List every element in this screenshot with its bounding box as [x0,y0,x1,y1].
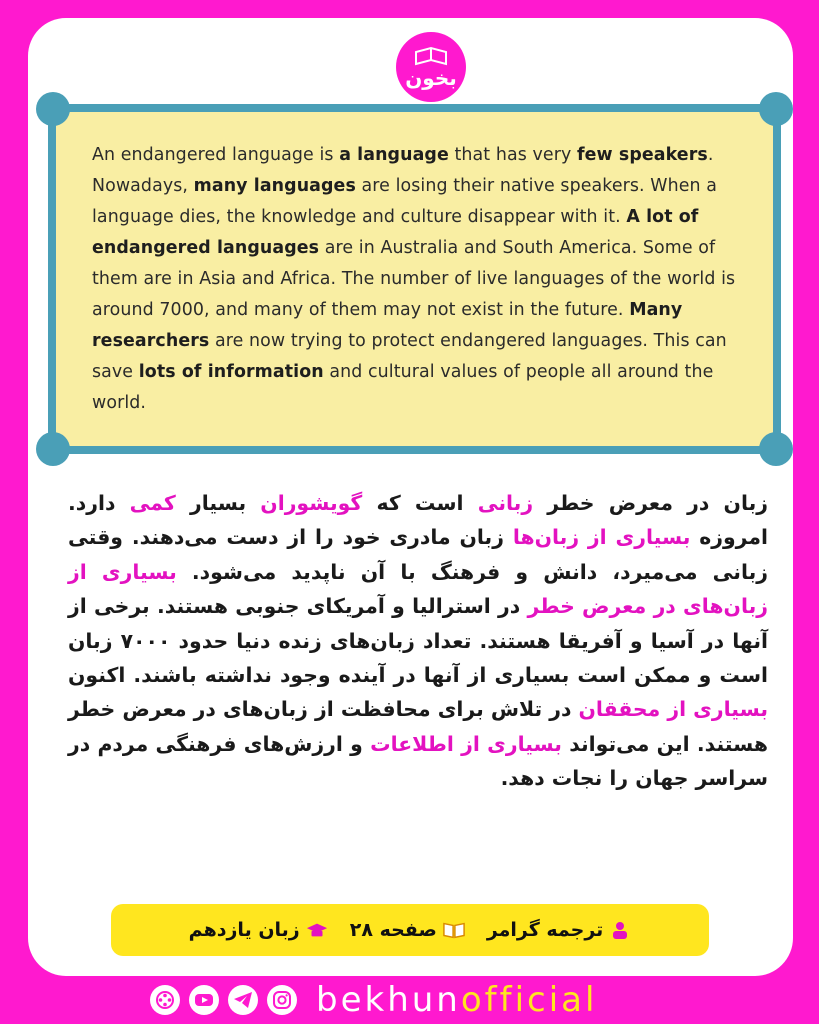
film-reel-icon[interactable] [150,985,180,1015]
passage-text: are losing their native speakers. When a language dies, the knowledge and culture disappear with it. [92,176,718,227]
translation-text: زبان در معرض خطر [533,491,768,515]
highlighted-phrase: گویشوران [260,491,363,515]
open-book-icon [443,919,465,941]
translation-text: بسیار [175,491,261,515]
bold-phrase: Many researchers [92,300,683,351]
bekhun-logo [396,32,466,102]
translation-text: و ارزش‌های فرهنگی مردم در سراسر جهان را نجات دهد. [68,731,768,791]
course-item [189,919,328,941]
brand-name [316,982,597,1018]
translation-text: دارد. امروزه [68,491,768,550]
course-label: زبان یازدهم [188,919,300,941]
instagram-icon[interactable] [267,985,297,1015]
graduation-cap-icon [306,919,328,941]
translation-text: در استرالیا و آمریکای جنوبی هستند. برخی از آنها در آسیا و آفریقا هستند. تعداد زبان‌های زنده دنیا حدود ۷۰۰۰ زبان است و ممکن است بسیاری از آنها در آینده وجود نداشته باشند. اکنون [68,594,768,688]
bold-phrase: few speakers [576,145,708,165]
highlighted-phrase: بسیاری از اطلاعات [370,731,562,756]
bold-phrase: many languages [193,176,356,196]
english-passage-box [48,104,781,454]
brand-part2: official [460,980,598,1020]
topic-item [487,919,632,941]
passage-text: An endangered language is [92,145,340,165]
translation-text: است که [362,491,478,515]
persian-translation [68,486,768,796]
highlighted-phrase: بسیاری از زبان‌ها [512,525,691,550]
bold-phrase: A lot of endangered languages [92,207,699,258]
box-corner [36,92,70,126]
page-item [350,919,465,941]
topic-label: ترجمه گرامر [486,919,604,941]
bold-phrase: lots of information [138,362,324,382]
passage-text: and cultural values of people all around the world. [92,362,714,413]
box-corner [759,432,793,466]
translation-text: زبان مادری خود را از دست می‌دهند. وقتی زبانی می‌میرد، دانش و فرهنگ با آن ناپدید می‌شود. [68,525,769,584]
youtube-icon[interactable] [189,985,219,1015]
passage-text: are in Australia and South America. Some of them are in Asia and Africa. The number of live languages of the world is around 7000, and many of them may not exist in the future. [92,238,736,320]
brand-footer [150,982,597,1018]
bold-phrase: a language [339,145,449,165]
highlighted-phrase: بسیاری از زبان‌های در معرض خطر [68,559,768,619]
box-corner [36,432,70,466]
brand-part1: bekhun [316,980,461,1020]
translation-text: در تلاش برای محافظت از زبان‌های در معرض خطر هستند. این می‌تواند [67,697,768,756]
book-pen-icon [414,46,448,68]
passage-text: . Nowadays, [92,145,714,196]
highlighted-phrase: کمی [129,491,176,515]
teacher-icon [609,919,631,941]
highlighted-phrase: بسیاری از محققان [578,697,768,722]
box-corner [759,92,793,126]
logo-text: بخون [405,66,457,90]
passage-text: that has very [448,145,577,165]
english-passage [92,140,739,419]
content-card [28,18,793,976]
page-label: صفحه ۲۸ [349,919,437,941]
highlighted-phrase: زبانی [477,491,534,515]
info-bar [111,904,709,956]
telegram-icon[interactable] [228,985,258,1015]
passage-text: are now trying to protect endangered languages. This can save [92,331,727,382]
